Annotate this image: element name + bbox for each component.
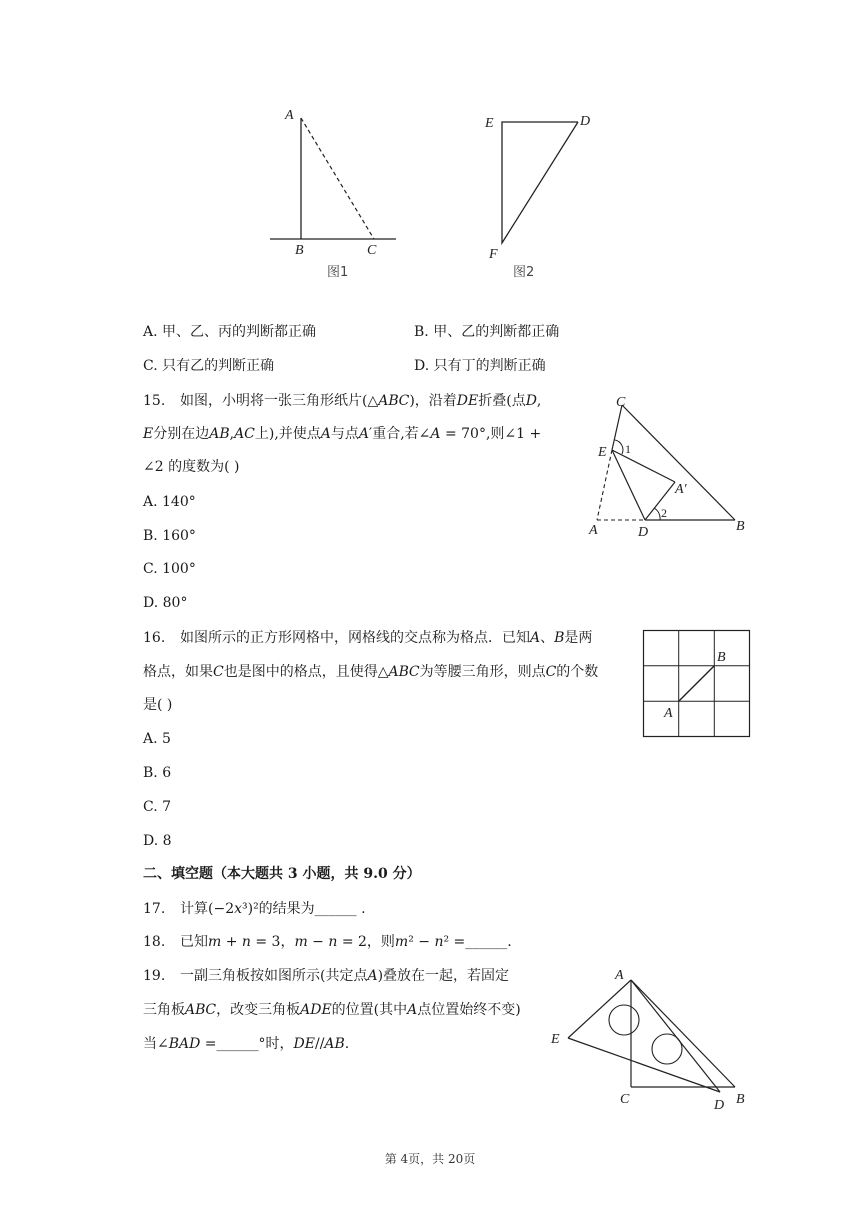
q16-option-c: C. 7 — [143, 799, 172, 815]
q14-option-c: C. 只有乙的判断正确 — [143, 358, 275, 374]
q18-number: 18. — [143, 934, 166, 950]
q16-option-a: A. 5 — [143, 731, 171, 747]
q16-line3: 是( ) — [143, 697, 173, 713]
q15-label-1: 1 — [625, 442, 631, 456]
q15-line3: ∠2 的度数为( ) — [143, 459, 240, 475]
fig1-caption: 图1 — [327, 265, 349, 280]
q15-option-b: B. 160° — [143, 528, 196, 544]
q15-figure — [582, 390, 757, 540]
q15-label-2: 2 — [661, 506, 667, 520]
fig2-label-d: D — [580, 114, 591, 129]
q16-number: 16. — [143, 630, 166, 646]
q19-line2: 三角板𝐴𝐵𝐶，改变三角板𝐴𝐷𝐸的位置(其中𝐴点位置始终不变) — [143, 1002, 521, 1018]
section-2-heading: 二、填空题（本大题共 3 小题，共 9.0 分） — [143, 866, 421, 882]
fig2-label-f: F — [489, 247, 498, 262]
q19-line1: 一副三角板按如图所示(共定点𝐴)叠放在一起，若固定 — [180, 968, 510, 984]
q15-label-d: D — [638, 525, 649, 540]
q16-line1: 如图所示的正方形网格中，网格线的交点称为格点．已知𝐴、𝐵是两 — [180, 630, 593, 646]
q15-line1: 如图，小明将一张三角形纸片(△𝐴𝐵𝐶)，沿着𝐷𝐸折叠(点𝐷, — [180, 393, 542, 409]
q15-option-a: A. 140° — [143, 494, 196, 510]
q14-option-d: D. 只有丁的判断正确 — [414, 358, 546, 374]
q19-label-a: A — [615, 968, 624, 983]
fig1-label-a: A — [285, 108, 294, 123]
q15-label-b: B — [736, 519, 745, 534]
q15-label-a-prime: A′ — [675, 482, 687, 497]
q19-line3: 当∠𝐵𝐴𝐷 =______°时，𝐷𝐸//𝐴𝐵. — [143, 1036, 350, 1052]
q15-label-e: E — [598, 445, 607, 460]
figure-1 — [260, 100, 410, 290]
q16-grid-figure — [643, 630, 751, 738]
page-footer: 第 4页，共 20页 — [384, 1152, 476, 1166]
q15-line2: 𝐸分别在边𝐴𝐵,𝐴𝐶上),并使点𝐴与点𝐴′重合,若∠𝐴 = 70°,则∠1 + — [143, 426, 542, 442]
fig2-label-e: E — [485, 116, 494, 131]
q17-text: 计算(−2𝑥³)²的结果为______ . — [180, 901, 366, 917]
q15-number: 15. — [143, 393, 166, 409]
q19-label-e: E — [551, 1032, 560, 1047]
q15-option-d: D. 80° — [143, 595, 188, 611]
q16-label-b: B — [717, 650, 726, 665]
figure-2 — [480, 100, 620, 290]
q16-line2: 格点，如果𝐶也是图中的格点，且使得△𝐴𝐵𝐶为等腰三角形，则点𝐶的个数 — [143, 664, 599, 680]
fig1-label-c: C — [367, 243, 377, 258]
q19-label-c: C — [620, 1092, 630, 1107]
q17-number: 17. — [143, 901, 166, 917]
fig1-label-b: B — [295, 243, 304, 258]
q16-label-a: A — [664, 706, 673, 721]
q19-label-b: B — [736, 1092, 745, 1107]
q14-option-b: B. 甲、乙的判断都正确 — [414, 324, 560, 340]
q15-label-a: A — [589, 523, 598, 538]
q19-label-d: D — [714, 1098, 725, 1113]
q19-number: 19. — [143, 968, 166, 984]
fig2-caption: 图2 — [513, 265, 535, 280]
q16-option-b: B. 6 — [143, 765, 172, 781]
q18-text: 已知𝑚 + 𝑛 = 3，𝑚 − 𝑛 = 2，则𝑚² − 𝑛² =______. — [180, 934, 512, 950]
q14-option-a: A. 甲、乙、丙的判断都正确 — [143, 324, 317, 340]
q16-option-d: D. 8 — [143, 833, 172, 849]
q19-figure — [548, 965, 753, 1115]
q15-label-c: C — [616, 395, 626, 410]
q15-option-c: C. 100° — [143, 561, 196, 577]
